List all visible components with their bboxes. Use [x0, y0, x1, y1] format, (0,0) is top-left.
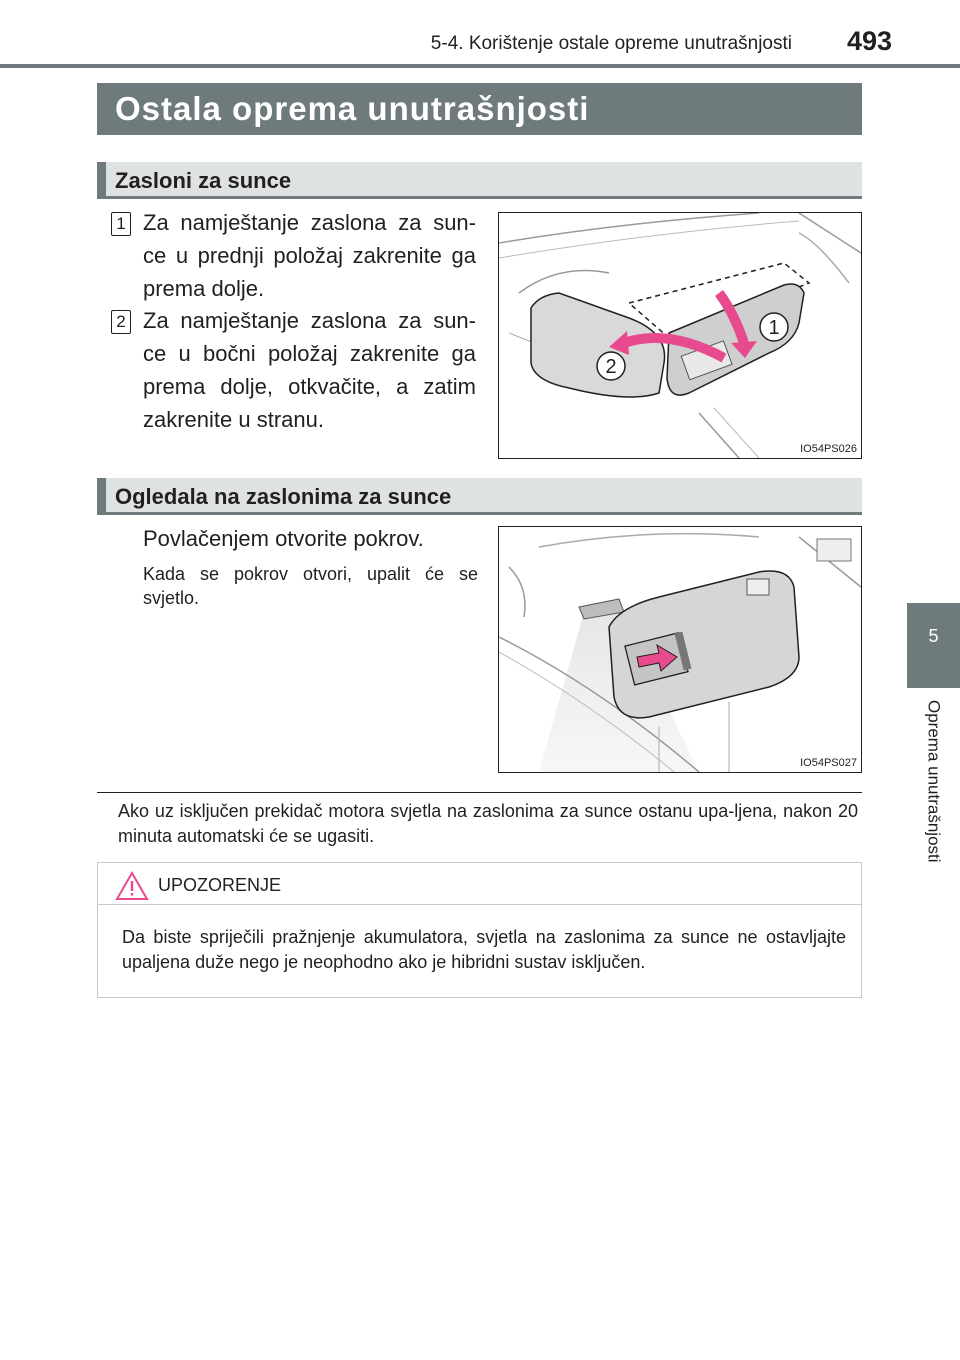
- sun-visor-illustration: [499, 213, 861, 458]
- subsection-title: Zasloni za sunce: [115, 168, 292, 193]
- svg-text:2: 2: [605, 356, 617, 378]
- step-badge-1: 1: [111, 212, 131, 236]
- warning-triangle-icon: [115, 871, 149, 901]
- warning-title: UPOZORENJE: [158, 875, 282, 895]
- figure-code: IO54PS026: [800, 443, 857, 455]
- step-text-2: Za namještanje zaslona za sun-ce u bočni položaj zakrenite ga prema dolje, otkvačite, a zatim zakrenite u stranu.: [143, 308, 476, 432]
- warning-box: [97, 862, 862, 998]
- warning-text: Da biste spriječili pražnjenje akumulatora, svjetla na zaslonima za sunce ne ostavljajte upaljena duže nego je neophodno ako je hibridni sustav isključen.: [122, 927, 846, 972]
- step-badge-2: 2: [111, 310, 131, 334]
- subsection-header-vanity-mirrors: [97, 478, 862, 515]
- vanity-mirror-figure: [498, 526, 862, 773]
- sun-visor-figure: [498, 212, 862, 459]
- mirror-sub-note: Kada se pokrov otvori, upalit će se svjetlo.: [143, 564, 478, 608]
- chapter-number: 5: [928, 626, 939, 646]
- section-title: Ostala oprema unutrašnjosti: [97, 83, 862, 135]
- header-rule: [0, 64, 960, 68]
- figure-code: IO54PS027: [800, 757, 857, 769]
- header-section-ref: 5-4. Korištenje ostale opreme unutrašnjosti: [430, 33, 792, 54]
- step-text-1: Za namještanje zaslona za sun-ce u prednji položaj zakrenite ga prema dolje.: [143, 210, 476, 301]
- note-rule: [97, 792, 862, 793]
- subsection-header-sun-visors: [97, 162, 862, 199]
- mirror-instruction: Povlačenjem otvorite pokrov.: [143, 526, 424, 551]
- note-text: Ako uz isključen prekidač motora svjetla na zaslonima za sunce ostanu upa-ljena, nakon 20 minuta automatski će se ugasiti.: [118, 801, 858, 846]
- subsection-title: Ogledala na zaslonima za sunce: [115, 484, 452, 509]
- vanity-mirror-illustration: [499, 527, 861, 772]
- page-number: 493: [846, 26, 892, 56]
- warning-divider: [98, 904, 861, 905]
- svg-text:1: 1: [768, 317, 780, 339]
- chapter-title: Oprema unutrašnjosti: [924, 700, 944, 863]
